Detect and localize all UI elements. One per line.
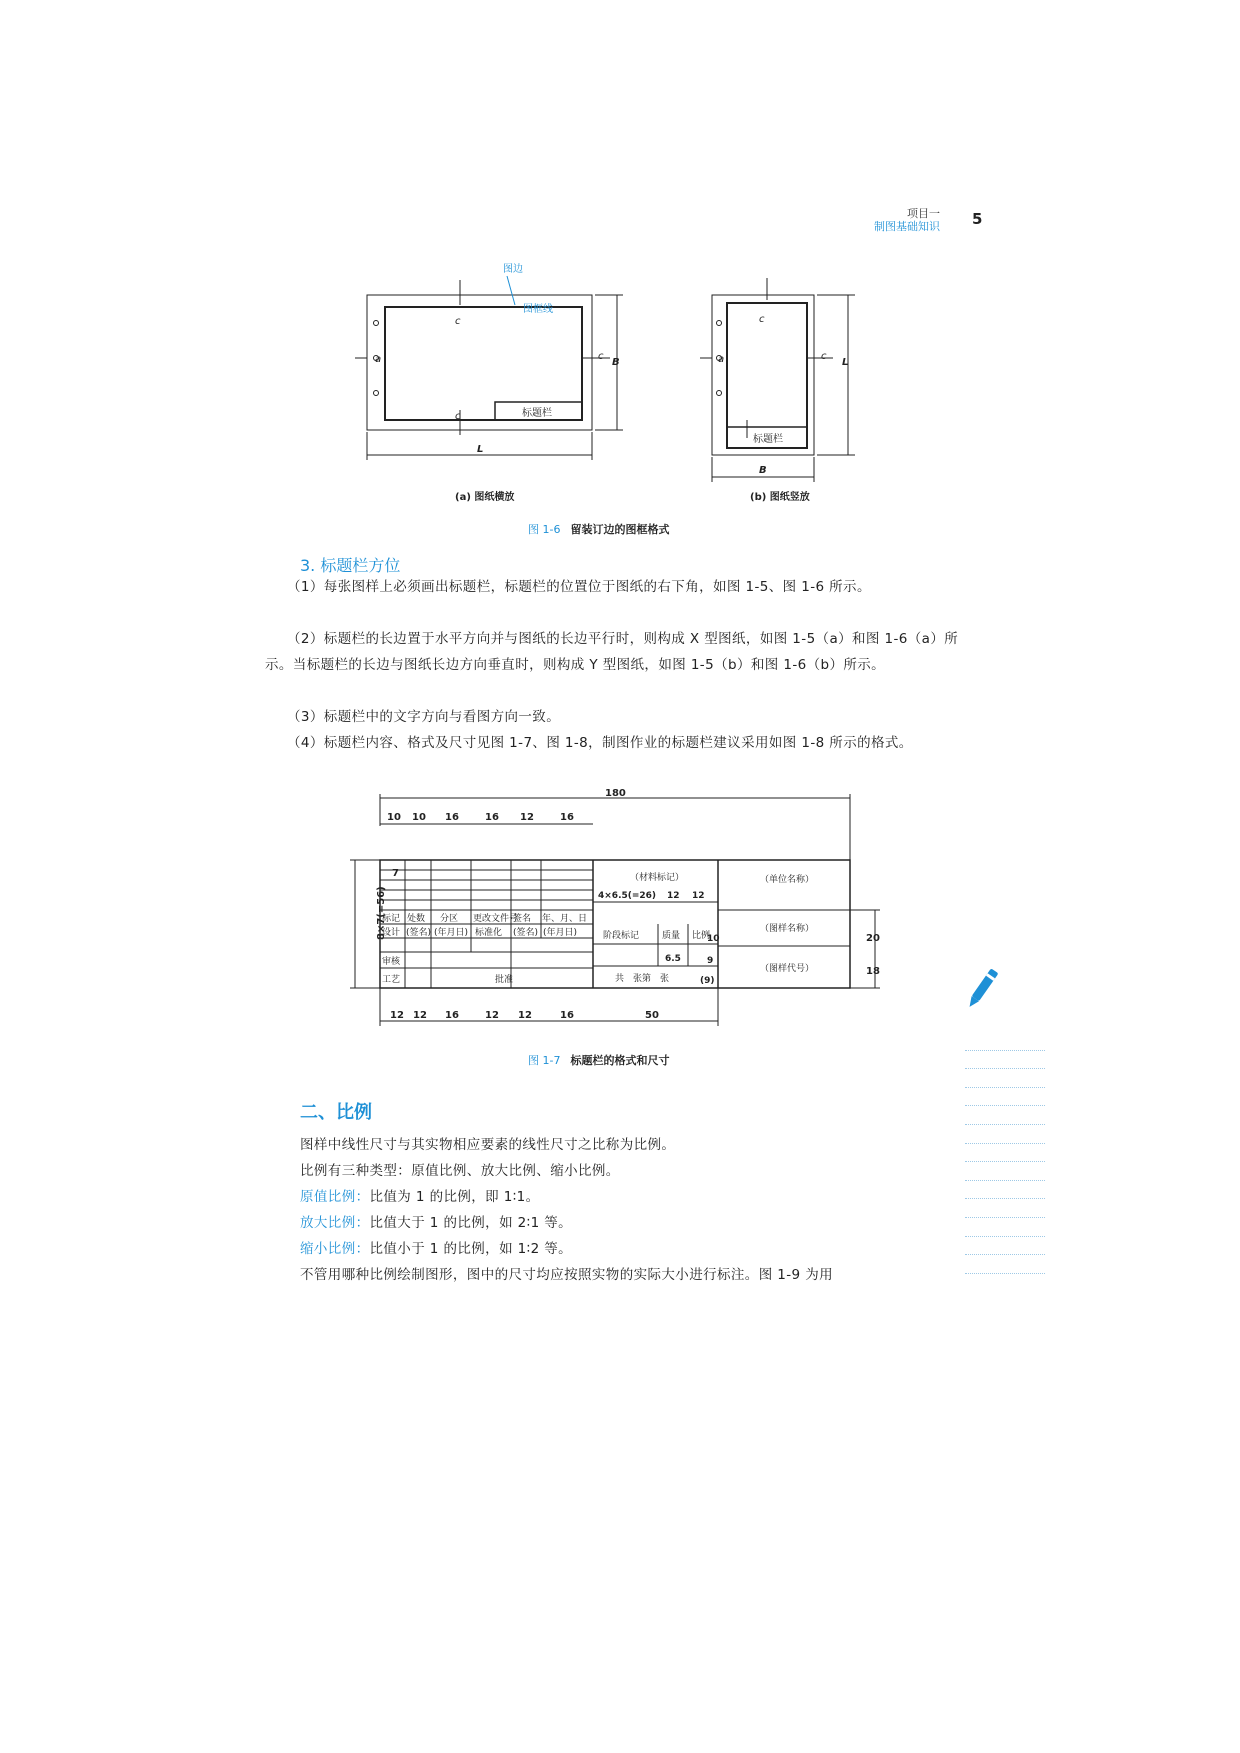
dim-top-6: 16	[560, 812, 574, 823]
label-frame-line: 图框线	[523, 304, 553, 315]
cell-standard-sign: (签名)	[513, 928, 539, 938]
dim-bottom-7: 50	[645, 1010, 659, 1021]
page-number: 5	[972, 210, 983, 228]
dim-right-18: 18	[866, 966, 880, 977]
section-scale-heading: 二、比例	[300, 1102, 372, 1123]
figure-1-6-title: 留装订边的图框格式	[570, 523, 670, 536]
header-project: 项目一	[907, 207, 940, 220]
notes-margin	[965, 1032, 1045, 1274]
material-mark: （材料标记）	[630, 873, 685, 883]
cell-standard: 标准化	[475, 928, 503, 938]
label-c-top-a: c	[455, 316, 461, 327]
cell-scale: 比例	[692, 931, 711, 941]
dim-top-2: 10	[412, 812, 426, 823]
cell-approve: 批准	[495, 975, 514, 985]
drawing-name: （图样名称）	[760, 924, 815, 934]
dim-bottom-5: 12	[518, 1010, 532, 1021]
header-subtitle: 制图基础知识	[874, 220, 940, 233]
cell-process: 工艺	[382, 975, 401, 985]
def-reduce-scale: 比值小于 1 的比例，如 1∶2 等。	[369, 1241, 573, 1257]
dim-top-5: 12	[520, 812, 534, 823]
scale-paragraph-3	[300, 1184, 960, 1210]
label-a-b: a	[718, 354, 725, 365]
drawing-code: （图样代号）	[760, 964, 815, 974]
figure-1-6-number: 图 1-6	[528, 523, 561, 536]
cell-standard-date: (年月日)	[543, 928, 578, 938]
scale-paragraph-2: 比例有三种类型：原值比例、放大比例、缩小比例。	[300, 1163, 620, 1179]
dim-bottom-1: 12	[390, 1010, 404, 1021]
scale-paragraph-4	[300, 1210, 960, 1236]
label-c-top-b: c	[759, 314, 765, 325]
paragraph-1: （1）每张图样上必须画出标题栏，标题栏的位置位于图纸的右下角，如图 1-5、图 1-6 所示。	[287, 579, 871, 595]
cell-count: 处数	[407, 914, 426, 924]
cell-mark: 标记	[382, 914, 401, 924]
cell-stage: 阶段标记	[603, 931, 640, 941]
cell-mass: 质量	[662, 931, 681, 941]
paragraph-3: （3）标题栏中的文字方向与看图方向一致。	[287, 709, 561, 725]
label-a-a: a	[375, 354, 382, 365]
subcaption-b: (b) 图纸竖放	[750, 492, 810, 503]
dim-left: 8×7(=56)	[376, 886, 387, 940]
label-c-bottom-a: c	[455, 411, 461, 422]
cell-design-date: (年月日)	[434, 928, 469, 938]
material-d2: 12	[692, 891, 705, 901]
unit-name: （单位名称）	[760, 875, 815, 885]
label-B-b: B	[759, 465, 767, 476]
pen-icon	[962, 965, 1002, 1015]
scale-paragraph-6: 不管用哪种比例绘制图形，图中的尺寸均应按照实物的实际大小进行标注。图 1-9 为用	[300, 1267, 834, 1283]
figure-1-7-title: 标题栏的格式和尺寸	[570, 1054, 670, 1067]
figure-1-6-caption	[528, 521, 669, 537]
scale-paragraph-1: 图样中线性尺寸与其实物相应要素的线性尺寸之比称为比例。	[300, 1137, 676, 1153]
material-d1: 12	[667, 891, 680, 901]
dim-total: 180	[605, 788, 626, 799]
dim-bottom-3: 16	[445, 1010, 459, 1021]
cell-change-doc: 更改文件号	[473, 914, 519, 924]
cell-sheets: 共 张第 张	[615, 974, 670, 984]
subcaption-a: (a) 图纸横放	[455, 492, 515, 503]
def-enlarge-scale: 比值大于 1 的比例，如 2∶1 等。	[369, 1215, 573, 1231]
section-3-heading: 3. 标题栏方位	[300, 556, 401, 575]
label-paper-edge: 图边	[503, 264, 523, 275]
dim-top-1: 10	[387, 812, 401, 823]
paragraph-4: （4）标题栏内容、格式及尺寸见图 1-7、图 1-8，制图作业的标题栏建议采用如图 1-8 所示的格式。	[287, 735, 913, 751]
label-L-b: L	[842, 357, 849, 368]
dim-bottom-6: 16	[560, 1010, 574, 1021]
term-reduce-scale: 缩小比例：	[300, 1241, 370, 1257]
term-enlarge-scale: 放大比例：	[300, 1215, 370, 1231]
running-header	[874, 207, 940, 233]
dim-9: 9	[707, 956, 714, 966]
figure-1-6	[355, 260, 885, 520]
cell-review: 审核	[382, 957, 401, 967]
figure-1-7-number: 图 1-7	[528, 1054, 561, 1067]
def-original-scale: 比值为 1 的比例，即 1∶1。	[369, 1189, 540, 1205]
term-original-scale: 原值比例：	[300, 1189, 370, 1205]
title-block-label-a: 标题栏	[522, 408, 552, 419]
label-B-a: B	[612, 357, 620, 368]
cell-sign: 签名	[513, 914, 532, 924]
dim-9b: (9)	[700, 976, 715, 986]
cell-zone: 分区	[440, 914, 459, 924]
cell-design: 设计	[382, 928, 401, 938]
dim-row: 7	[392, 868, 399, 879]
dim-6-5: 6.5	[665, 954, 681, 964]
dim-top-3: 16	[445, 812, 459, 823]
dim-right-20: 20	[866, 933, 880, 944]
frame-line-a	[385, 307, 582, 420]
cell-date: 年、月、日	[542, 914, 588, 924]
paragraph-2: （2）标题栏的长边置于水平方向并与图纸的长边平行时，则构成 X 型图纸，如图 1-5（a）和图 1-6（a）所示。当标题栏的长边与图纸长边方向垂直时，则构成 Y 型图纸，如图 1-5（b）和图 1-6（b）所示。	[265, 631, 959, 673]
material-dims: 4×6.5(=26)	[598, 891, 657, 901]
label-L-a: L	[477, 444, 484, 455]
dim-bottom-4: 12	[485, 1010, 499, 1021]
scale-paragraph-5	[300, 1236, 960, 1262]
label-c-right-a: c	[598, 351, 604, 362]
figure-1-7-caption	[528, 1052, 669, 1068]
dim-top-4: 16	[485, 812, 499, 823]
title-block-label-b: 标题栏	[753, 434, 783, 445]
figure-1-7	[335, 786, 895, 1042]
paper-edge-a	[367, 295, 592, 430]
dim-10: 10	[707, 934, 720, 944]
label-c-right-b: c	[821, 351, 827, 362]
cell-design-sign: (签名)	[406, 928, 432, 938]
dim-bottom-2: 12	[413, 1010, 427, 1021]
